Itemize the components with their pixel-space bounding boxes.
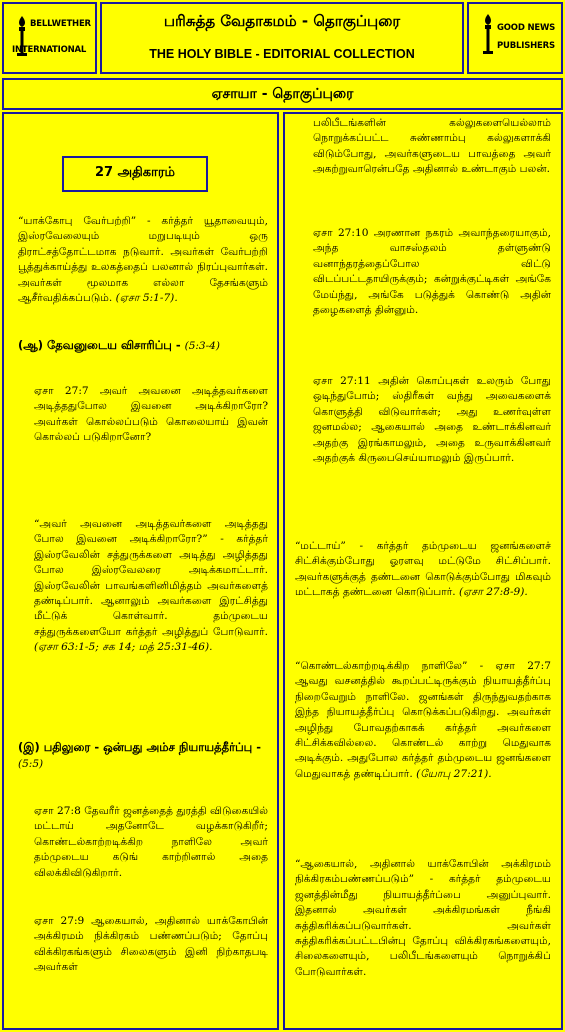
paragraph	[18, 214, 268, 306]
logo-good-news	[467, 2, 563, 74]
reference: (ஏசா 5:1-7).	[115, 292, 178, 305]
paragraph-text: “அவர் அவனை அடித்தவர்களை அடித்தது போல இவனை அடிக்கிறாரோ?” - கர்த்தர் இஸ்ரவேலின் சத்துருக்களை அடித்து அழித்தது போல இஸ்ரவேலரை அடிக்கமாட்டார். இஸ்ரவேலின் பாவங்களினிமித்தம் அவர்களைத் தண்டிப்பார். ஆனாலும் அவர்களை இரட்சித்து மீட்டுக் கொள்வார். தம்முடைய சத்துருக்களையோ கர்த்தர் அழித்துப் போடுவார்.	[34, 518, 268, 638]
verse-27-8: ஏசா 27:8 தேவரீர் ஜனத்தைத் துரத்தி விடுகையில் மட்டாய் அதனோடே வழக்காடுகிறீர்; கொண்டல்காற்றடிக்கிற நாளிலே அவர் தம்முடைய கடுங் காற்றினால் அதை விலக்கிவிடுகிறார்.	[34, 805, 268, 879]
logo-bellwether	[2, 2, 97, 74]
chapter-bar-title: ஏசாயா - தொகுப்புரை	[211, 86, 354, 102]
right-column	[283, 112, 563, 1030]
reference: (ஏசா 27:8-9).	[459, 586, 528, 599]
logo-right-line2: PUBLISHERS	[497, 41, 555, 51]
heading-reference: (5:3-4)	[184, 340, 220, 352]
torch-icon	[481, 14, 495, 56]
paragraph-text: “மட்டாய்” - கர்த்தர் தம்முடைய ஜனங்களைச் சிட்சிக்கும்போது ஓரளவு மட்டுமே சிட்சிப்பார். அவர்களுக்குத் தண்டனை கொடுக்கும்போது மிகவும் மட்டாகத் தண்டனை கொடுப்பார்.	[295, 540, 551, 599]
paragraph-text: “யாக்கோபு வேர்பற்றி” - கர்த்தர் யூதாவையும், இஸ்ரவேலையும் மறுபடியும் ஒரு திராட்சத்தோட்டமாக நடுவார். அவர்கள் வேர்பற்றி பூத்துக்காய்த்து உலகத்தைப் பலனால் நிரப்புவார்கள். அவர்கள் மூலமாக எல்லா தேசங்களும் ஆசீர்வதிக்கப்படும்.	[18, 215, 268, 305]
paragraph: பலிபீடங்களின் கல்லுகளையெல்லாம் நொறுக்கப்பட்ட சுண்ணாம்பு கல்லுகளாக்கி விடும்போது, அவர்களுடைய பாவத்தை அவர் அகற்றுவாரென்பதே அதினால் உண்டாகும் பலன்.	[313, 117, 551, 176]
chapter-heading: 27 அதிகாரம்	[62, 156, 208, 192]
reference: (ஏசா 63:1-5; சக 14; மத் 25:31-46).	[34, 641, 213, 654]
verse-27-11: ஏசா 27:11 அதின் கொப்புகள் உலரும் போது ஒடிந்துபோம்; ஸ்திரீகள் வந்து அவைகளைக் கொளுத்தி விடுவார்கள்; அது உணர்வுள்ள ஜனமல்ல; ஆகையால் அதை உண்டாக்கினவர் அதற்கு இரங்காமலும், அதை உருவாக்கினவர் அதற்குக் கிருபைசெய்யாமலும் இருப்பார்.	[313, 375, 551, 465]
heading-reference: (5:5)	[18, 758, 44, 770]
title-english: THE HOLY BIBLE - EDITORIAL COLLECTION	[149, 47, 415, 61]
section-heading-a	[18, 337, 273, 354]
paragraph	[295, 539, 551, 601]
verse-27-9: ஏசா 27:9 ஆகையால், அதினால் யாக்கோபின் அக்கிரமம் நிக்கிரகம் பண்ணப்படும்; தோப்பு விக்கிரகங்களும் சிலைகளும் இனி நிற்காதபடி அவர்கள்	[34, 915, 268, 974]
section-heading-b	[18, 739, 273, 772]
paragraph	[295, 659, 551, 782]
heading-text: (ஆ) தேவனுடைய விசாரிப்பு -	[18, 338, 181, 352]
verse-27-7: ஏசா 27:7 அவர் அவனை அடித்தவர்களை அடித்ததுபோல இவனை அடிக்கிறாரோ? அவர்கள் கொல்லப்படும் கொலையாய் இவன் கொல்லப் படுகிறானோ?	[34, 385, 268, 444]
logo-left-line1: BELLWETHER	[30, 19, 91, 29]
paragraph-text: “கொண்டல்காற்றடிக்கிற நாளிலே” - ஏசா 27:7 ஆவது வசனத்தில் கூறப்பட்டிருக்கும் நியாயத்தீர்ப்பு நிறைவேறும் நாளிலே. ஜனங்கள் திருந்துவதற்காக இந்த நியாயத்தீர்ப்பு கொடுக்கப்படுகிறது. அவர்கள் அழிந்து போவதற்காகக் கர்த்தர் அவர்களை சிட்சிக்கவில்லை. கொண்டல் காற்று மெதுவாக அடிக்கும். அதுபோல கர்த்தர் தம்முடைய ஜனங்களை மெதுவாகத் தண்டிப்பார்.	[295, 660, 551, 780]
verse-27-10: ஏசா 27:10 அரணான நகரம் அவாந்தரையாகும், அந்த வாசஸ்தலம் தள்ளுண்டு வனாந்தரத்தைப்போல விட்டு விடப்பட்டதாயிருக்கும்; கன்றுக்குட்டிகள் அங்கே மேய்ந்து, அங்கே படுத்துக் கொண்டு அதின் தழைகளைத் தின்னும்.	[313, 227, 551, 317]
paragraph: “ஆகையால், அதினால் யாக்கோபின் அக்கிரமம் நிக்கிரகம்பண்ணப்படும்” - கர்த்தர் தம்முடைய ஜனத்தின்மீது நியாயத்தீர்ப்பை அனுப்புவார். இதனால் அவர்கள் அக்கிரமங்கள் நீங்கி சுத்திகரிக்கப்படுவார்கள். அவர்கள் சுத்திகரிக்கப்பட்டபின்பு தோப்பு விக்கிரகங்களையும், சிலைகளையும், பலிபீடங்களையும் நொறுக்கிப் போடுவார்கள்.	[295, 858, 551, 978]
reference: (யோபு 27:21).	[416, 767, 492, 780]
title-tamil: பரிசுத்த வேதாகமம் - தொகுப்புரை	[163, 12, 401, 30]
chapter-bar	[2, 78, 563, 110]
logo-left-line2: INTERNATIONAL	[12, 45, 87, 55]
left-column	[2, 112, 279, 1030]
heading-text: (இ) பதிலுரை - ஒன்பது அம்ச நியாயத்தீர்ப்பு -	[18, 740, 261, 754]
logo-right-line1: GOOD NEWS	[497, 23, 556, 33]
page-header	[100, 2, 464, 74]
paragraph	[34, 517, 268, 656]
